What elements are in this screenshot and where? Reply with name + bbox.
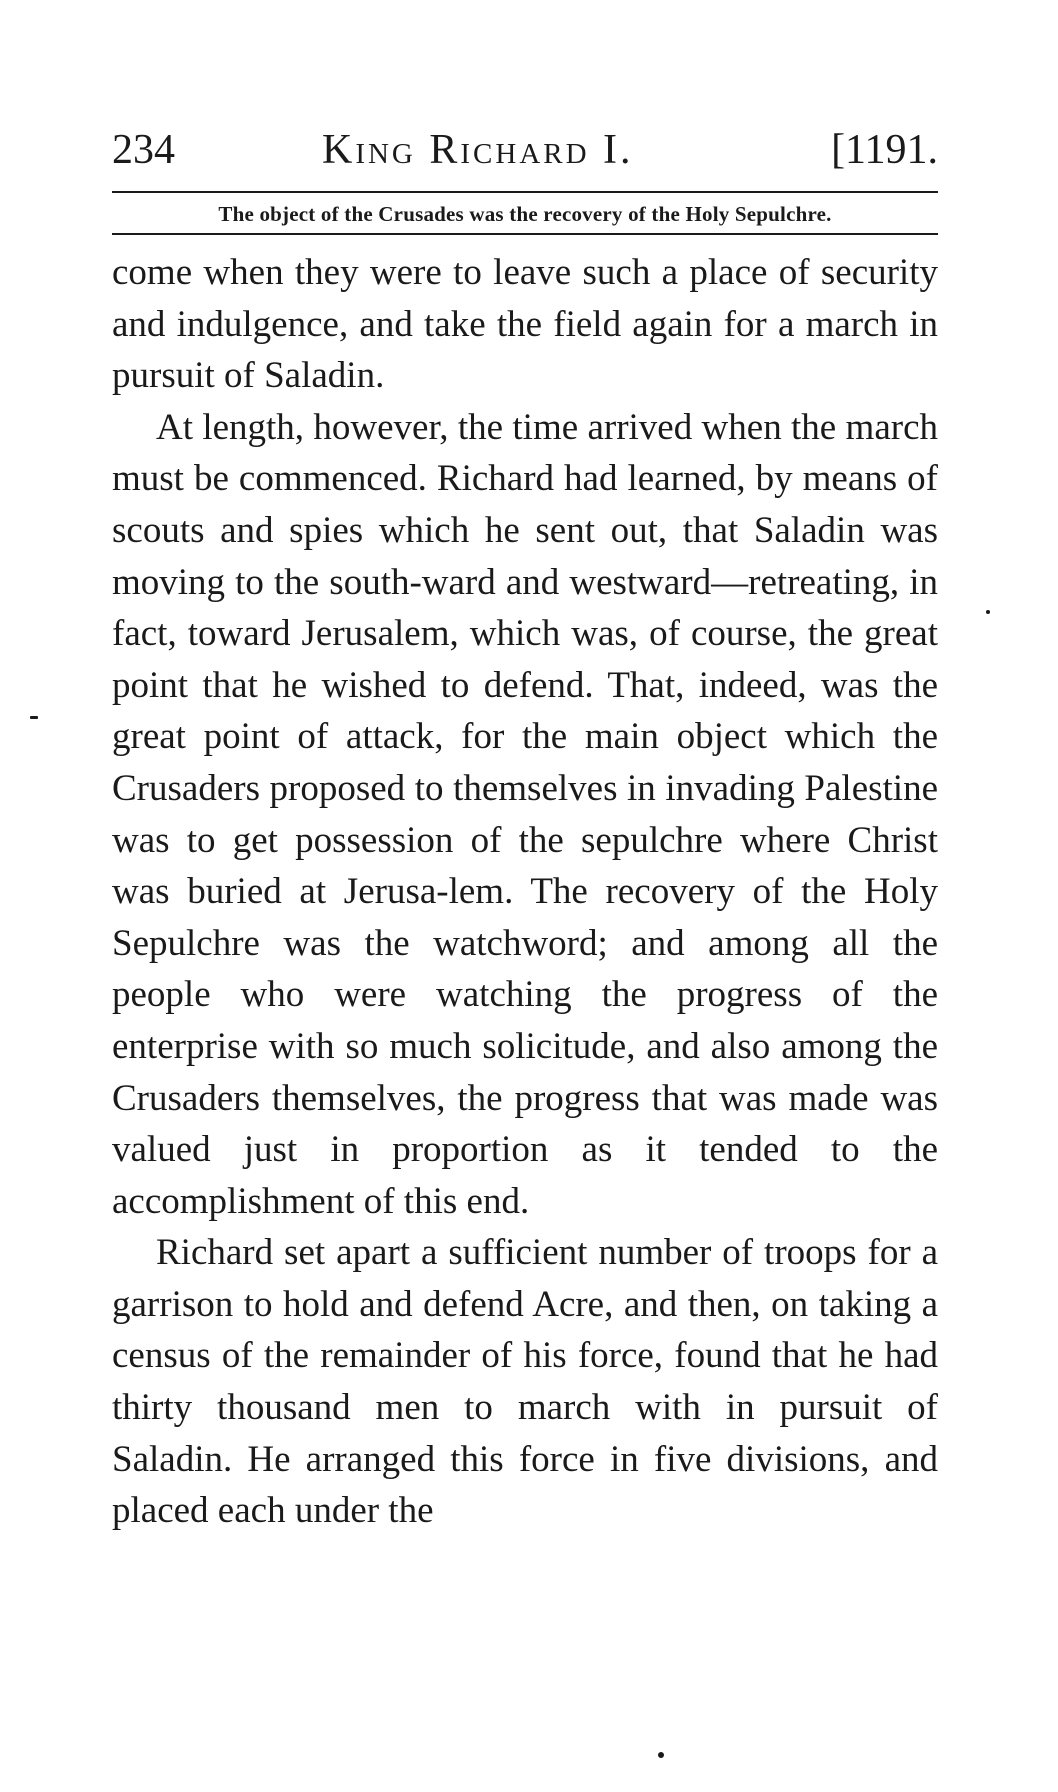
print-speck <box>30 716 38 719</box>
paragraph-continued: come when they were to leave such a place of security and indulgence, and take the field again for a march in pursuit of Saladin. <box>112 252 938 397</box>
body-text <box>112 247 938 1537</box>
page-content <box>112 0 938 1792</box>
page-number: 234 <box>112 127 175 173</box>
paragraph: At length, however, the time arrived when the march must be commenced. Richard had learned, by means of scouts and spies which he sent out, that Saladin was moving to the south-ward and westward—retreating, in fact, toward Jerusalem, which was, of course, the great point that he wished to defend. That, indeed, was the great point of attack, for the main object which the Crusaders proposed to themselves in invading Palestine was to get possession of the sepulchre where Christ was buried at Jerusa-lem. The recovery of the Holy Sepulchre was the watchword; and among all the people who were watching the progress of the enterprise with so much solicitude, and also among the Crusaders themselves, the progress that was made was valued just in proportion as it tended to the accomplishment of this end. <box>112 406 938 1222</box>
running-head <box>112 122 938 178</box>
print-speck <box>658 1752 664 1758</box>
paragraph: Richard set apart a sufficient number of troops for a garrison to hold and defend Acre, and then, on taking a census of the remainder of his force, found that he had thirty thousand men to march with in pursuit of Saladin. He arranged this force in five divisions, and placed each under the <box>112 1232 938 1532</box>
header-year: [1191. <box>831 127 938 173</box>
running-title: King Richard I. <box>322 127 634 173</box>
print-speck <box>986 610 990 614</box>
header-rule-bottom <box>112 233 938 235</box>
chapter-summary: The object of the Crusades was the recovery of the Holy Sepulchre. <box>218 202 832 226</box>
header-rule-top <box>112 191 938 193</box>
